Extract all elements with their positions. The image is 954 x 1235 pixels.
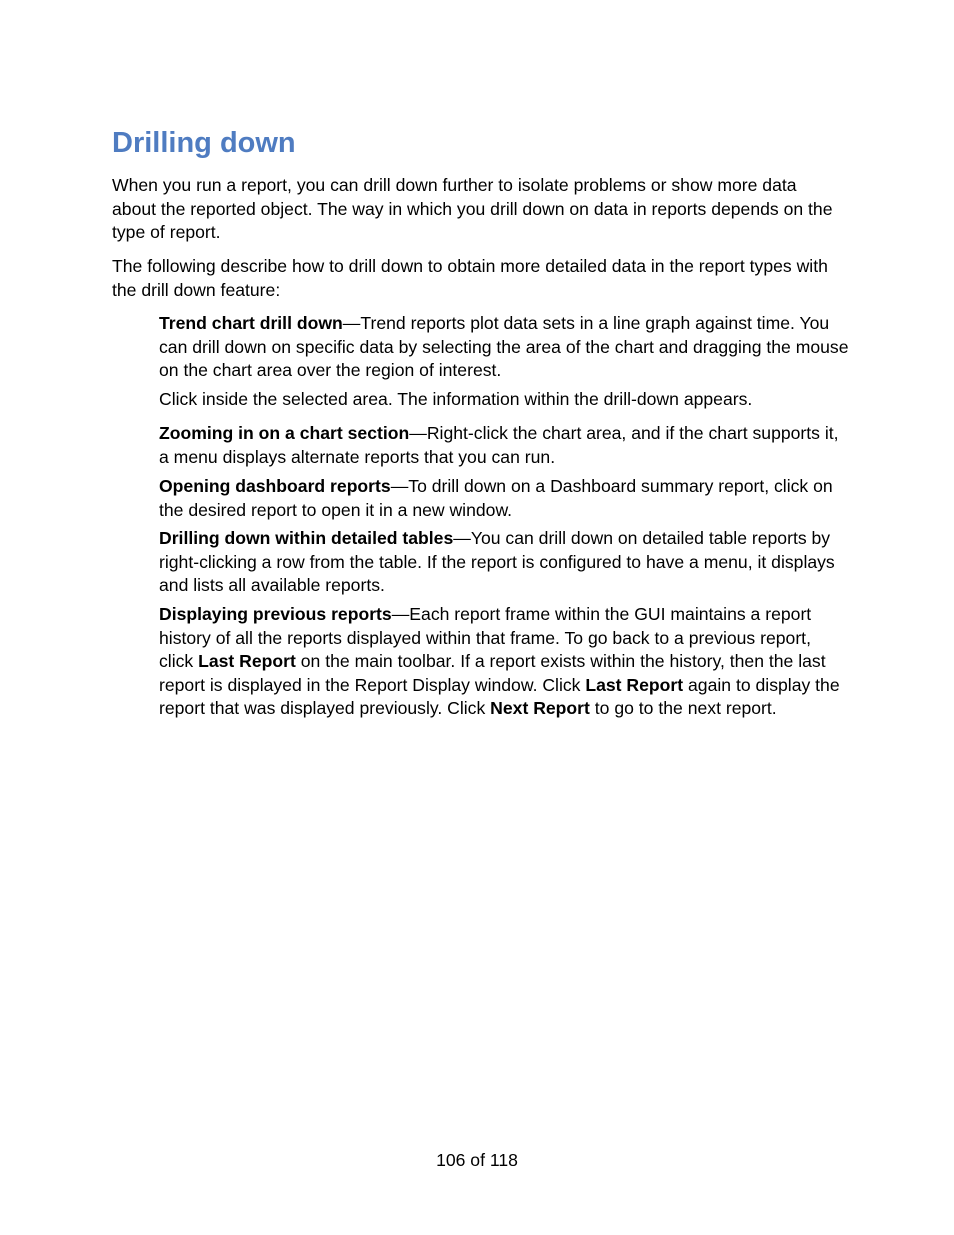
previous-reports-item	[159, 603, 849, 721]
dashboard-term: Opening dashboard reports	[159, 476, 391, 496]
detailed-tables-item	[159, 527, 849, 598]
zoom-description: —Right-click the chart area, and if the chart supports it, a menu displays alternate reports that you can run.	[159, 423, 839, 467]
lead-in-paragraph: The following describe how to drill down to obtain more detailed data in the report types with the drill down feature:	[112, 256, 828, 300]
detailed-tables-term: Drilling down within detailed tables	[159, 528, 454, 548]
previous-reports-text-3: again to display the report that was displayed previously. Click	[159, 674, 840, 718]
next-report-label: Next Report	[490, 698, 590, 718]
detailed-tables-description: —You can drill down on detailed table reports by right-clicking a row from the table. If the report is configured to have a menu, it displays and lists all available reports.	[159, 528, 835, 595]
trend-chart-term: Trend chart drill down	[159, 313, 343, 333]
page-number: 106 of 118	[436, 1150, 518, 1170]
last-report-label-2: Last Report	[585, 674, 684, 695]
zoom-item	[159, 422, 849, 469]
previous-reports-term: Displaying previous reports	[159, 604, 392, 624]
intro-paragraph: When you run a report, you can drill down further to isolate problems or show more data about the reported object. The way in which you drill down on data in reports depends on the type of report.	[112, 175, 833, 242]
trend-chart-item	[159, 312, 849, 383]
dashboard-description: —To drill down on a Dashboard summary report, click on the desired report to open it in a new window.	[159, 476, 833, 520]
trend-chart-followup: Click inside the selected area. The information within the drill-down appears.	[159, 389, 753, 409]
zoom-term: Zooming in on a chart section	[159, 423, 410, 443]
trend-chart-description: —Trend reports plot data sets in a line graph against time. You can drill down on specific data by selecting the area of the chart and dragging the mouse on the chart area over the region of interest.	[159, 313, 849, 380]
section-heading: Drilling down	[112, 127, 296, 159]
previous-reports-text-2: on the main toolbar. If a report exists within the history, then the last report is displayed in the Report Display window. Click	[159, 651, 826, 695]
previous-reports-text-4: to go to the next report.	[589, 698, 777, 718]
dashboard-item	[159, 475, 849, 522]
last-report-label-1: Last Report	[198, 651, 296, 671]
previous-reports-text-1: —Each report frame within the GUI maintains a report history of all the reports displayed within that frame. To go back to a previous report, click	[159, 604, 812, 671]
